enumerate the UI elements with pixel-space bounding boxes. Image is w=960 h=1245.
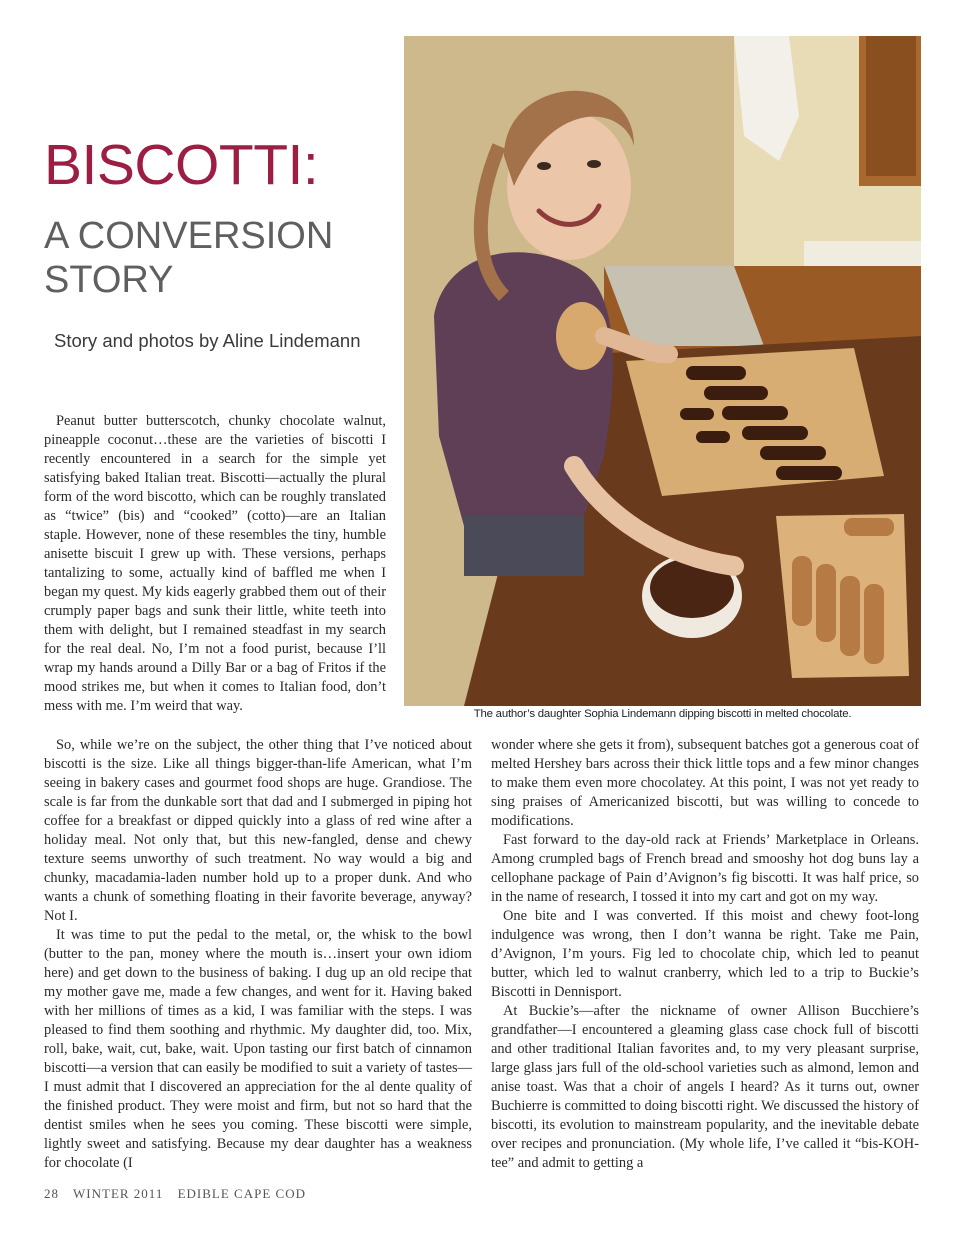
page-footer: [44, 1186, 316, 1202]
body-paragraph: At Buckie’s—after the nickname of owner Allison Bucchiere’s grandfather—I encountered a gleaming glass case chock full of biscotti and other traditional Italian favorites and, to my very pleasant surprise, large glass jars full of the old-school varieties such as almond, lemon and anise toast. Was that a choir of angels I heard? As it turns out, owner Buchierre is committed to doing biscotti right. We discussed the history of biscotti, its evolution to mainstream popularity, and the inevitable debate over recipes and pronunciation. (My whole life, I’ve called it “bis-KOH-tee” and admit to getting a: [491, 1003, 919, 1171]
photo-illustration: [404, 36, 921, 706]
body-paragraph: It was time to put the pedal to the metal, or, the whisk to the bowl (butter to the pan, money where the mouth is…insert your own idiom here) and get down to the business of baking. I dug up an old recipe that my mother gave me, made a few changes, and went for it. Having baked with her millions of times as a kid, I was familiar with the steps. I was pleased to find them soothing and rhythmic. My daughter did, too. Mix, roll, bake, wait, cut, bake, wait. Upon tasting our first batch of cinnamon biscotti—a version that can easily be modified to suit a variety of tastes—I must admit that I discovered an appreciation for the al dente quality of the finished product. They were moist and firm, but not so hard that the dentist smiles when he sees you coming. These biscotti were simple, lightly sweet and satisfying. Because my dear daughter has a weakness for chocolate (I: [44, 927, 472, 1171]
issue-label: WINTER 2011: [73, 1186, 164, 1201]
page-number: 28: [44, 1186, 59, 1201]
left-column: [44, 736, 472, 1173]
right-column: [491, 736, 919, 1173]
body-paragraph: So, while we’re on the subject, the other thing that I’ve noticed about biscotti is the size. Like all things bigger-than-life American, what I’m seeing in bakery cases and gourmet food shops are huge. Grandiose. The scale is far from the dunkable sort that dad and I submerged in piping hot coffee for a breakfast or dipped quickly into a glass of red wine after a holiday meal. Not only that, but this new-fangled, dense and chewy texture seems unworthy of such treatment. No way would a big and chunky, macadamia-laden number hold up to a proper dunk. And who wants a chunk of something floating in their favorite beverage, anyway? Not I.: [44, 737, 472, 924]
article-subtitle: A CONVERSION STORY: [44, 215, 334, 301]
body-paragraph: wonder where she gets it from), subsequent batches got a generous coat of melted Hershey bars across their thick little tops and a few minor changes to make them even more chocolatey. At this point, I was not yet ready to sing praises of Americanized biscotti, but was willing to concede to modifications.: [491, 737, 919, 829]
photo-caption: The author’s daughter Sophia Lindemann dipping biscotti in melted chocolate.: [473, 708, 852, 720]
publication-name: EDIBLE CAPE COD: [177, 1186, 306, 1201]
body-paragraph: Fast forward to the day-old rack at Friends’ Marketplace in Orleans. Among crumpled bags of French bread and smooshy hot dog buns lay a cellophane package of Pain d’Avignon’s fig biscotti. It was half price, so in the name of research, I tossed it into my cart and got on my way.: [491, 832, 919, 905]
intro-paragraph: Peanut butter butterscotch, chunky chocolate walnut, pineapple coconut…these are the varieties of biscotti I recently encountered in a search for the simple yet satisfying baked Italian treat. Biscotti—actually the plural form of the word biscotto, which can be roughly translated as “twice” (bis) and “cooked” (cotto)—are an Italian staple. However, none of these resembles the tiny, humble anisette biscuit I grew up with. These versions, perhaps tantalizing to some, actually kind of baffled me when I began my quest. My kids eagerly grabbed them out of their crumply paper bags and sunk their little, white teeth into them with delight, but I remained steadfast in my search for the real deal. No, I’m not a food purist, because I’ll wrap my hands around a Dilly Bar or a bag of Fritos if the mood strikes me, but when it comes to Italian food, don’t mess with me. I’m weird that way.: [44, 413, 386, 714]
article-photo: [404, 36, 921, 706]
intro-column: [44, 412, 386, 716]
article-byline: Story and photos by Aline Lindemann: [54, 330, 361, 351]
article-title: BISCOTTI:: [44, 133, 319, 197]
body-paragraph: One bite and I was converted. If this moist and chewy foot-long indulgence was wrong, then I don’t wanna be right. Take me Pain, d’Avignon, I’m yours. Fig led to chocolate chip, which led to peanut butter, which led to walnut cranberry, which led to a trip to Buckie’s Biscotti in Dennisport.: [491, 908, 919, 1000]
